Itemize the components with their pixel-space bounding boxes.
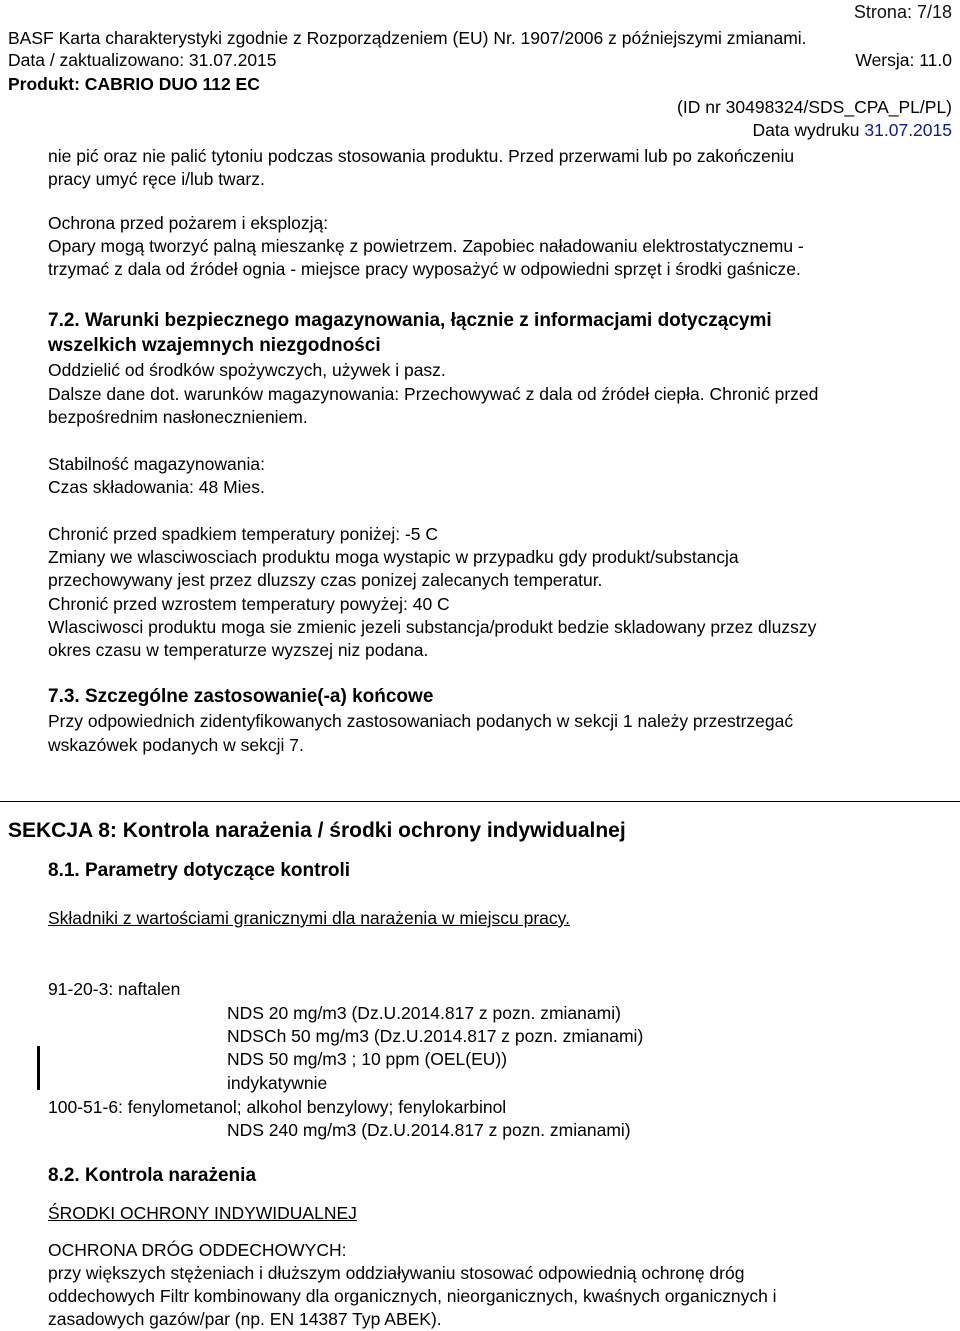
temperature-low-limit: Chronić przed spadkiem temperatury poniżej: -5 C <box>48 524 439 544</box>
storage-stability-heading: Stabilność magazynowania: <box>48 454 265 474</box>
specific-use-text-1: Przy odpowiednich zidentyfikowanych zastosowaniach podanych w sekcji 1 należy przestrzegać <box>48 711 794 731</box>
exposure-limit: NDS 50 mg/m3 ; 10 ppm (OEL(EU)) <box>227 1049 508 1069</box>
fire-protection-heading: Ochrona przed pożarem i eksplozją: <box>48 213 329 233</box>
respiratory-protection-text-3: zasadowych gazów/par (np. EN 14387 Typ ABEK). <box>48 1309 442 1329</box>
ppe-heading: ŚRODKI OCHRONY INDYWIDUALNEJ <box>48 1203 357 1223</box>
section-7-3-heading: 7.3. Szczególne zastosowanie(-a) końcowe <box>48 686 434 707</box>
print-date: Data wydruku 31.07.2015 <box>752 120 952 140</box>
temperature-high-limit: Chronić przed wzrostem temperatury powyżej: 40 C <box>48 594 450 614</box>
substance-name: 100-51-6: fenylometanol; alkohol benzylowy; fenylokarbinol <box>48 1097 507 1117</box>
section-divider <box>0 801 960 802</box>
respiratory-protection-heading: OCHRONA DRÓG ODDECHOWYCH: <box>48 1240 347 1260</box>
page-number: Strona: 7/18 <box>853 2 952 22</box>
fire-protection-text-1: Opary mogą tworzyć palną mieszankę z powietrzem. Zapobiec naładowaniu elektrostatycznemu - <box>48 236 804 256</box>
exposure-limit: NDS 240 mg/m3 (Dz.U.2014.817 z pozn. zmianami) <box>227 1120 631 1140</box>
respiratory-protection-text-1: przy większych stężeniach i dłuższym oddziaływaniu stosować odpowiednią ochronę dróg <box>48 1263 745 1283</box>
exposure-limits-heading: Składniki z wartościami granicznymi dla narażenia w miejscu pracy. <box>48 908 570 928</box>
temperature-high-note-1: Wlasciwosci produktu moga sie zmienic jezeli substancja/produkt bedzie skladowany przez dluzszy <box>48 617 817 637</box>
temperature-low-note-2: przechowywany jest przez dluzszy czas ponizej zalecanych temperatur. <box>48 570 603 590</box>
respiratory-protection-text-2: oddechowych Filtr kombinowany dla organicznych, nieorganicznych, kwaśnych organicznych i <box>48 1286 777 1306</box>
revision-bar <box>37 1046 40 1090</box>
document-title: BASF Karta charakterystyki zgodnie z Rozporządzeniem (EU) Nr. 1907/2006 z późniejszymi zmianami. <box>8 28 807 48</box>
exposure-limit: NDS 20 mg/m3 (Dz.U.2014.817 z pozn. zmianami) <box>227 1003 621 1023</box>
version: Wersja: 11.0 <box>855 50 952 70</box>
fire-protection-text-2: trzymać z dala od źródeł ognia - miejsce pracy wyposażyć w odpowiedni sprzęt i środki gaśnicze. <box>48 259 801 279</box>
specific-use-text-2: wskazówek podanych w sekcji 7. <box>48 735 304 755</box>
section-8-title: SEKCJA 8: Kontrola narażenia / środki ochrony indywidualnej <box>8 819 626 842</box>
section-8-2-heading: 8.2. Kontrola narażenia <box>48 1165 257 1186</box>
storage-text-3: bezpośrednim nasłonecznieniem. <box>48 407 308 427</box>
storage-text-2: Dalsze dane dot. warunków magazynowania: Przechowywać z dala od źródeł ciepła. Chronić przed <box>48 384 819 404</box>
date-updated: Data / zaktualizowano: 31.07.2015 <box>8 50 277 70</box>
section-7-2-heading-cont: wszelkich wzajemnych niezgodności <box>48 335 381 356</box>
exposure-limit-note: indykatywnie <box>227 1073 328 1093</box>
section-7-2-heading: 7.2. Warunki bezpiecznego magazynowania, łącznie z informacjami dotyczącymi <box>48 310 772 331</box>
storage-text-1: Oddzielić od środków spożywczych, używek i pasz. <box>48 360 446 380</box>
storage-time: Czas składowania: 48 Mies. <box>48 477 265 497</box>
section-8-1-heading: 8.1. Parametry dotyczące kontroli <box>48 860 351 881</box>
substance-name: 91-20-3: naftalen <box>48 979 181 999</box>
temperature-low-note-1: Zmiany we wlasciwosciach produktu moga wystapic w przypadku gdy produkt/substancja <box>48 547 739 567</box>
id-number: (ID nr 30498324/SDS_CPA_PL/PL) <box>677 97 952 117</box>
exposure-limit: NDSCh 50 mg/m3 (Dz.U.2014.817 z pozn. zmianami) <box>227 1026 644 1046</box>
hygiene-text-2: pracy umyć ręce i/lub twarz. <box>48 169 265 189</box>
hygiene-text-1: nie pić oraz nie palić tytoniu podczas stosowania produktu. Przed przerwami lub po zakończeniu <box>48 146 795 166</box>
temperature-high-note-2: okres czasu w temperaturze wyzszej niz podana. <box>48 640 429 660</box>
product-name: Produkt: CABRIO DUO 112 EC <box>8 74 260 94</box>
